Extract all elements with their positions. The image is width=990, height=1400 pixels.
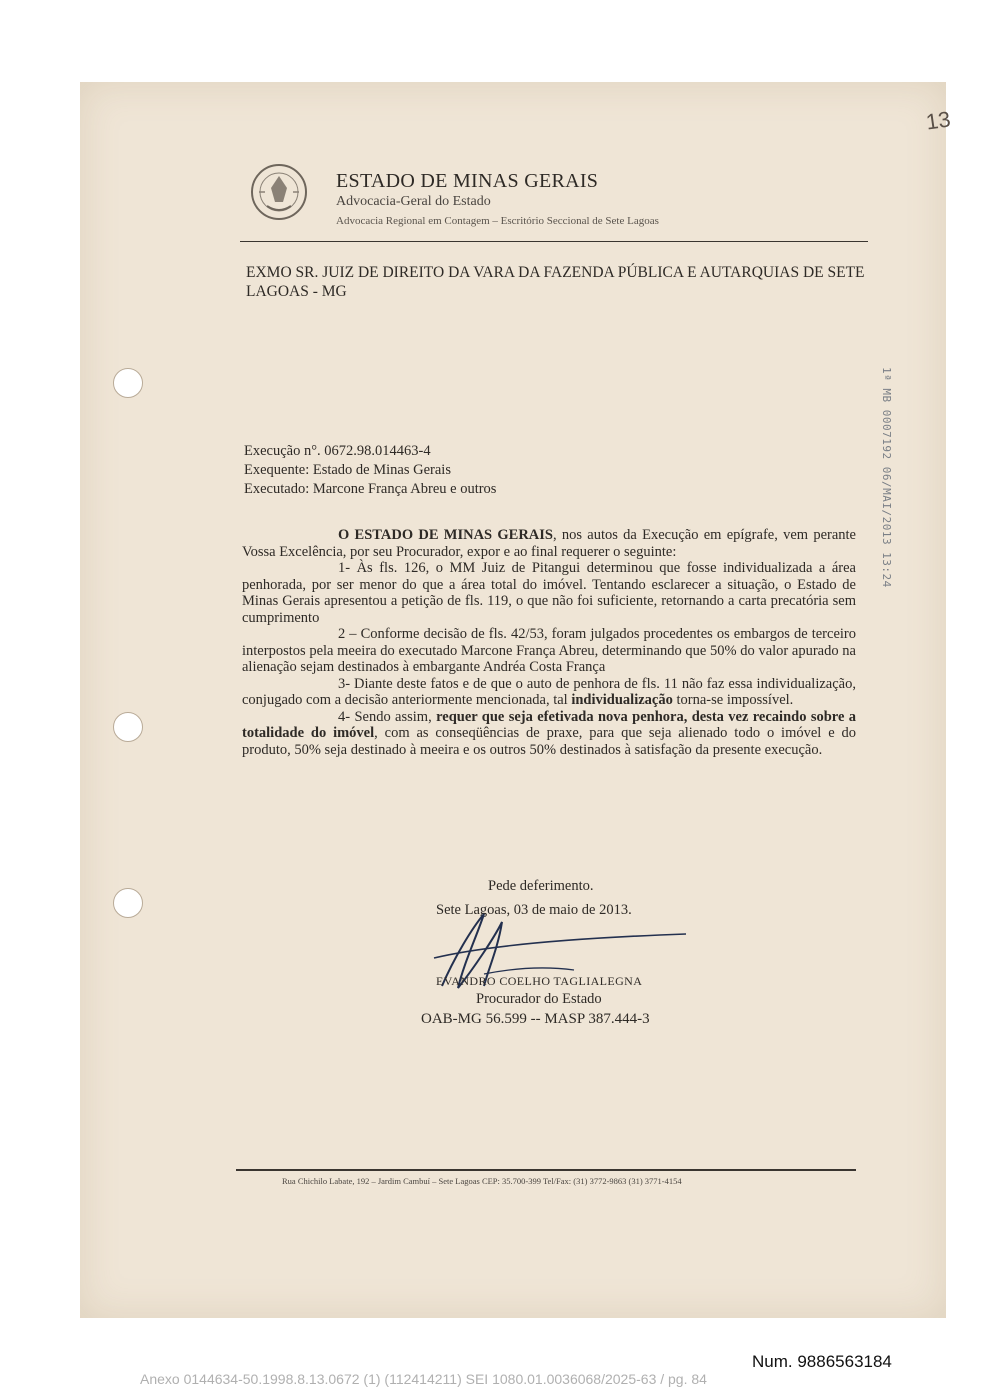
header-title: ESTADO DE MINAS GERAIS	[336, 170, 599, 192]
signer-name: EVANDRO COELHO TAGLIALEGNA	[436, 974, 643, 988]
paragraph-1: 1- Às fls. 126, o MM Juiz de Pitangui determinou que fosse individualizada a área penhorada, por ser menor do que a área total do imóvel. Tentando esclarecer a situação, o Estado de Minas Gerais apresentou a petição de fls. 119, o que não foi suficiente, retornando a carta precatória sem cumprimento	[242, 560, 856, 626]
paragraph-4	[242, 709, 856, 759]
petition-body	[242, 527, 856, 758]
addressee: EXMO SR. JUIZ DE DIREITO DA VARA DA FAZENDA PÚBLICA E AUTARQUIAS DE SETE LAGOAS - MG	[246, 264, 865, 300]
paragraph-3-bold: individualização	[571, 692, 673, 708]
header-office: Advocacia Regional em Contagem – Escritório Seccional de Sete Lagoas	[336, 215, 659, 227]
paragraph-4-text: 4- Sendo assim,	[338, 708, 437, 725]
header-subtitle: Advocacia-Geral do Estado	[336, 194, 491, 209]
handwritten-page-number: 13	[924, 106, 953, 135]
header-divider	[240, 241, 868, 242]
signer-role: Procurador do Estado	[476, 991, 602, 1007]
footer-divider	[236, 1169, 856, 1171]
paragraph-4-bold: requer que seja efetivada nova penhora, desta vez recaindo sobre a totalidade do imóvel	[242, 708, 857, 741]
paragraph-3	[242, 676, 856, 709]
intro-bold: O ESTADO DE MINAS GERAIS	[338, 527, 553, 543]
case-executado: Executado: Marcone França Abreu e outros	[244, 481, 497, 497]
protocol-stamp: 1ª MB 0007192 06/MAI/2013 13:24	[880, 367, 893, 588]
punch-hole	[113, 368, 143, 398]
paragraph-3-end: torna-se impossível.	[672, 692, 794, 708]
document-number: Num. 9886563184	[752, 1352, 892, 1371]
paragraph-2: 2 – Conforme decisão de fls. 42/53, foram julgados procedentes os embargos de terceiro interpostos pela meeira do executado Marcone França Abreu, determinando que 50% do valor apurado na alienação sejam destinados à embargante Andréa Costa França	[242, 626, 856, 675]
closing-request: Pede deferimento.	[488, 878, 594, 894]
intro-text: , nos autos da Execução em epígrafe, vem perante Vossa Excelência, por seu Procurador, expor e ao final requerer o seguinte:	[242, 527, 856, 560]
case-exequente: Exequente: Estado de Minas Gerais	[244, 462, 451, 478]
intro-paragraph	[242, 527, 856, 560]
coat-of-arms-seal-icon	[249, 162, 309, 222]
signer-registration: OAB-MG 56.599 -- MASP 387.444-3	[421, 1011, 650, 1027]
footer-address: Rua Chichilo Labate, 192 – Jardim Cambuí – Sete Lagoas CEP: 35.700-399 Tel/Fax: (31) 3772-9863 (31) 3771-4154	[282, 1176, 682, 1186]
paragraph-3-text: 3- Diante deste fatos e de que o auto de penhora de fls. 11 não faz essa individualização, conjugado com a decisão anteriormente mencionada, tal	[242, 675, 856, 708]
annex-reference: Anexo 0144634-50.1998.8.13.0672 (1) (112414211) SEI 1080.01.0036068/2025-63 / pg. 84	[140, 1371, 707, 1387]
paragraph-4-end: , com as conseqüências de praxe, para que seja alienado todo o imóvel e do produto, 50% seja destinado à meeira e os outros 50% destinados à satisfação da presente execução.	[242, 725, 856, 758]
punch-hole	[113, 712, 143, 742]
case-number: Execução n°. 0672.98.014463-4	[244, 443, 431, 459]
punch-hole	[113, 888, 143, 918]
closing-place-date: Sete Lagoas, 03 de maio de 2013.	[436, 902, 632, 918]
